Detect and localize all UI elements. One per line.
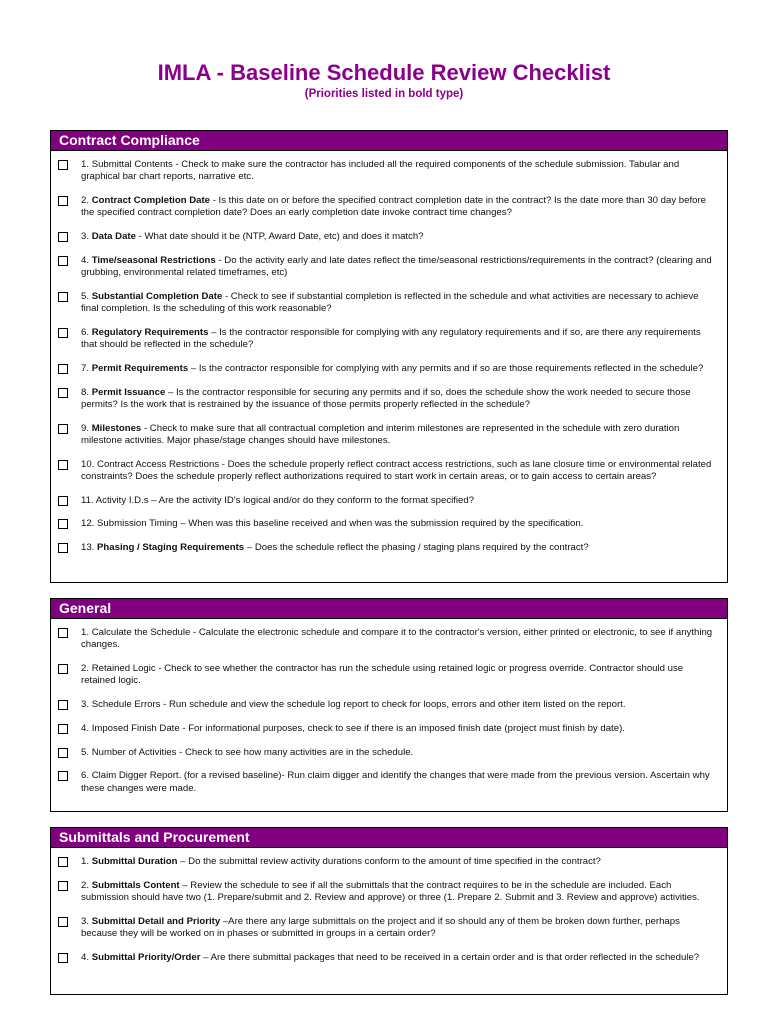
checklist-item: [51, 663, 727, 687]
item-text: [68, 856, 727, 868]
item-priority-label: Submittal Priority/Order: [91, 951, 201, 963]
section-heading: General: [51, 599, 727, 619]
item-number: 1.: [81, 856, 90, 867]
item-number: 10.: [81, 458, 95, 470]
item-number: 3.: [81, 915, 90, 927]
item-description: – Do the submittal review activity durations conform to the amount of time specified in the contract?: [177, 856, 601, 867]
item-number: 3.: [81, 231, 90, 242]
checkbox[interactable]: [58, 160, 68, 170]
item-text: [68, 663, 727, 687]
item-priority-label: Data Date: [91, 231, 136, 242]
checklist: [51, 848, 727, 980]
item-number: 1.: [81, 627, 90, 638]
item-number: 9.: [81, 422, 90, 434]
checklist-item: [51, 856, 727, 868]
item-number: 12.: [81, 518, 95, 530]
checklist-item: [51, 952, 727, 964]
item-description: – Is the contractor responsible for complying with any permits and if so are those requirements reflected in the schedule?: [188, 362, 704, 374]
item-priority-label: Contract Completion Date: [91, 195, 211, 206]
item-description: Retained Logic - Check to see whether the contractor has run the schedule using retained logic or progress override. Contractor should use retained logic.: [81, 663, 684, 687]
item-description: - What date should it be (NTP, Award Date, etc) and does it match?: [135, 231, 424, 242]
item-description: Contract Access Restrictions - Does the schedule properly reflect contract access restrictions, such as lane closure time or environmental related constraints? Does the schedule properly reflect authorizations required to start work in certain areas, or to gain access to certain areas?: [81, 458, 712, 482]
item-description: Submission Timing – When was this baseline received and when was the submission required by the specification.: [97, 518, 584, 530]
item-number: 1.: [81, 159, 90, 170]
section-heading: Submittals and Procurement: [51, 828, 727, 848]
checkbox[interactable]: [58, 388, 68, 398]
item-priority-label: Submittal Duration: [91, 856, 178, 867]
item-description: – Does the schedule reflect the phasing / staging plans required by the contract?: [244, 542, 589, 554]
checkbox[interactable]: [58, 857, 68, 867]
checkbox[interactable]: [58, 953, 68, 963]
item-description: Number of Activities - Check to see how many activities are in the schedule.: [91, 746, 414, 758]
item-priority-label: Milestones: [91, 422, 142, 434]
item-text: [68, 542, 727, 554]
item-number: 8.: [81, 386, 90, 398]
item-description: Activity I.D.s – Are the activity ID's logical and/or do they conform to the format specified?: [95, 494, 475, 506]
item-number: 13.: [81, 542, 95, 554]
checkbox[interactable]: [58, 196, 68, 206]
item-number: 6.: [81, 326, 90, 338]
checklist-item: [51, 459, 727, 483]
item-priority-label: Phasing / Staging Requirements: [97, 542, 245, 554]
checkbox[interactable]: [58, 724, 68, 734]
item-description: Calculate the Schedule - Calculate the electronic schedule and compare it to the contractor's version, either printed or electronic, to see if anything changes.: [81, 627, 713, 651]
item-text: [68, 387, 727, 411]
item-number: 2.: [81, 195, 90, 206]
item-text: [68, 952, 727, 964]
item-text: [68, 159, 727, 183]
checklist-item: [51, 699, 727, 711]
checklist-item: [51, 255, 727, 279]
item-text: [68, 723, 727, 735]
checklist-item: [51, 159, 727, 183]
item-priority-label: Submittals Content: [91, 879, 180, 891]
item-priority-label: Submittal Detail and Priority: [91, 915, 221, 927]
item-number: 7.: [81, 362, 90, 374]
checkbox[interactable]: [58, 292, 68, 302]
item-text: [68, 518, 727, 530]
item-description: – Review the schedule to see if all the submittals that the contract requires to be in the schedule are included. Each submission should have two (1. Prepare/submit and 2. Review and approve) or three (1. Prepare 2. Submit and 3. Review and approve) activities.: [81, 879, 700, 903]
item-number: 4.: [81, 951, 90, 963]
item-description: - Check to make sure that all contractual completion and interim milestones are represented in the schedule with zero duration milestone activities. Major phase/stage changes should have milestones.: [81, 422, 680, 446]
item-priority-label: Permit Requirements: [91, 362, 189, 374]
checklist-item: [51, 495, 727, 507]
checkbox[interactable]: [58, 519, 68, 529]
item-text: [68, 627, 727, 651]
checkbox[interactable]: [58, 256, 68, 266]
item-text: [68, 231, 727, 243]
item-text: [68, 916, 727, 940]
item-text: [68, 747, 727, 759]
checkbox[interactable]: [58, 771, 68, 781]
item-number: 2.: [81, 663, 90, 674]
checkbox[interactable]: [58, 364, 68, 374]
checklist-item: [51, 747, 727, 759]
checklist-item: [51, 627, 727, 651]
checklist-item: [51, 327, 727, 351]
item-text: [68, 363, 727, 375]
checkbox[interactable]: [58, 543, 68, 553]
section-general: [50, 598, 728, 812]
checklist-item: [51, 723, 727, 735]
item-text: [68, 423, 727, 447]
section-heading: Contract Compliance: [51, 131, 727, 151]
item-number: 6.: [81, 770, 90, 782]
page-subtitle: (Priorities listed in bold type): [304, 88, 464, 100]
item-description: - Do the activity early and late dates reflect the time/seasonal restrictions/requirements in the contract? (clearing and grubbing, environmental related timeframes, etc): [81, 254, 712, 278]
checklist-item: [51, 770, 727, 794]
checkbox[interactable]: [58, 748, 68, 758]
checkbox[interactable]: [58, 232, 68, 242]
checklist-item: [51, 195, 727, 219]
item-description: Claim Digger Report. (for a revised baseline)- Run claim digger and identify the changes that were made from the previous version. Ascertain why these changes were made.: [81, 770, 710, 794]
checkbox[interactable]: [58, 700, 68, 710]
item-description: Schedule Errors - Run schedule and view the schedule log report to check for loops, errors and other item listed on the report.: [91, 699, 626, 710]
item-description: –Are there any large submittals on the project and if so should any of them be broken down further, perhaps because they will be worked on in phases or submitted in groups in a certain order?: [81, 915, 680, 939]
checklist-item: [51, 363, 727, 375]
checklist-item: [51, 880, 727, 904]
item-number: 5.: [81, 746, 90, 758]
item-text: [68, 255, 727, 279]
section-submittals-procurement: [50, 827, 728, 995]
item-description: – Is the contractor responsible for securing any permits and if so, does the schedule show the work needed to secure those permits? Is the work that is restrained by the issuance of those permits properly reflected in the schedule?: [81, 386, 691, 410]
checkbox[interactable]: [58, 664, 68, 674]
checkbox[interactable]: [58, 881, 68, 891]
item-description: – Are there submittal packages that need to be received in a certain order and is that order reflected in the schedule?: [200, 951, 700, 963]
checkbox[interactable]: [58, 496, 68, 506]
checklist-item: [51, 231, 727, 243]
item-text: [68, 195, 727, 219]
item-text: [68, 495, 727, 507]
item-description: Imposed Finish Date - For informational purposes, check to see if there is an imposed finish date (project must finish by date).: [91, 722, 625, 734]
item-text: [68, 327, 727, 351]
item-number: 4.: [81, 722, 90, 734]
item-priority-label: Permit Issuance: [91, 386, 166, 398]
item-number: 11.: [81, 494, 94, 506]
checklist-item: [51, 916, 727, 940]
checkbox[interactable]: [58, 328, 68, 338]
item-description: – Is the contractor responsible for complying with any regulatory requirements and if so, are there any requirements that should be reflected in the schedule?: [81, 326, 701, 350]
checkbox[interactable]: [58, 628, 68, 638]
item-text: [68, 770, 727, 794]
item-text: [68, 291, 727, 315]
item-description: - Check to see if substantial completion is reflected in the schedule and what activities are necessary to achieve final completion. Is the scheduling of this work reasonable?: [81, 290, 699, 314]
item-number: 5.: [81, 290, 90, 302]
section-contract-compliance: [50, 130, 728, 583]
item-text: [68, 880, 727, 904]
item-text: [68, 699, 727, 711]
item-number: 3.: [81, 699, 90, 710]
item-priority-label: Substantial Completion Date: [91, 290, 223, 302]
page-title: IMLA - Baseline Schedule Review Checklist: [157, 60, 611, 85]
checklist-item: [51, 387, 727, 411]
item-number: 4.: [81, 254, 90, 266]
checkbox[interactable]: [58, 917, 68, 927]
checkbox[interactable]: [58, 460, 68, 470]
item-priority-label: Time/seasonal Restrictions: [91, 254, 216, 266]
item-number: 2.: [81, 879, 90, 891]
checklist-item: [51, 291, 727, 315]
item-description: Submittal Contents - Check to make sure the contractor has included all the required components of the schedule submission. Tabular and graphical bar chart reports, narrative etc.: [81, 159, 680, 183]
item-text: [68, 459, 727, 483]
item-description: - Is this date on or before the specified contract completion date in the contract? Is the date more than 30 day before the specified contract completion date? Does an early completion date invoke contract time changes?: [81, 195, 707, 219]
checklist-item: [51, 542, 727, 554]
checklist-item: [51, 423, 727, 447]
checklist: [51, 151, 727, 570]
checkbox[interactable]: [58, 424, 68, 434]
checklist-item: [51, 518, 727, 530]
checklist: [51, 619, 727, 810]
item-priority-label: Regulatory Requirements: [91, 326, 209, 338]
